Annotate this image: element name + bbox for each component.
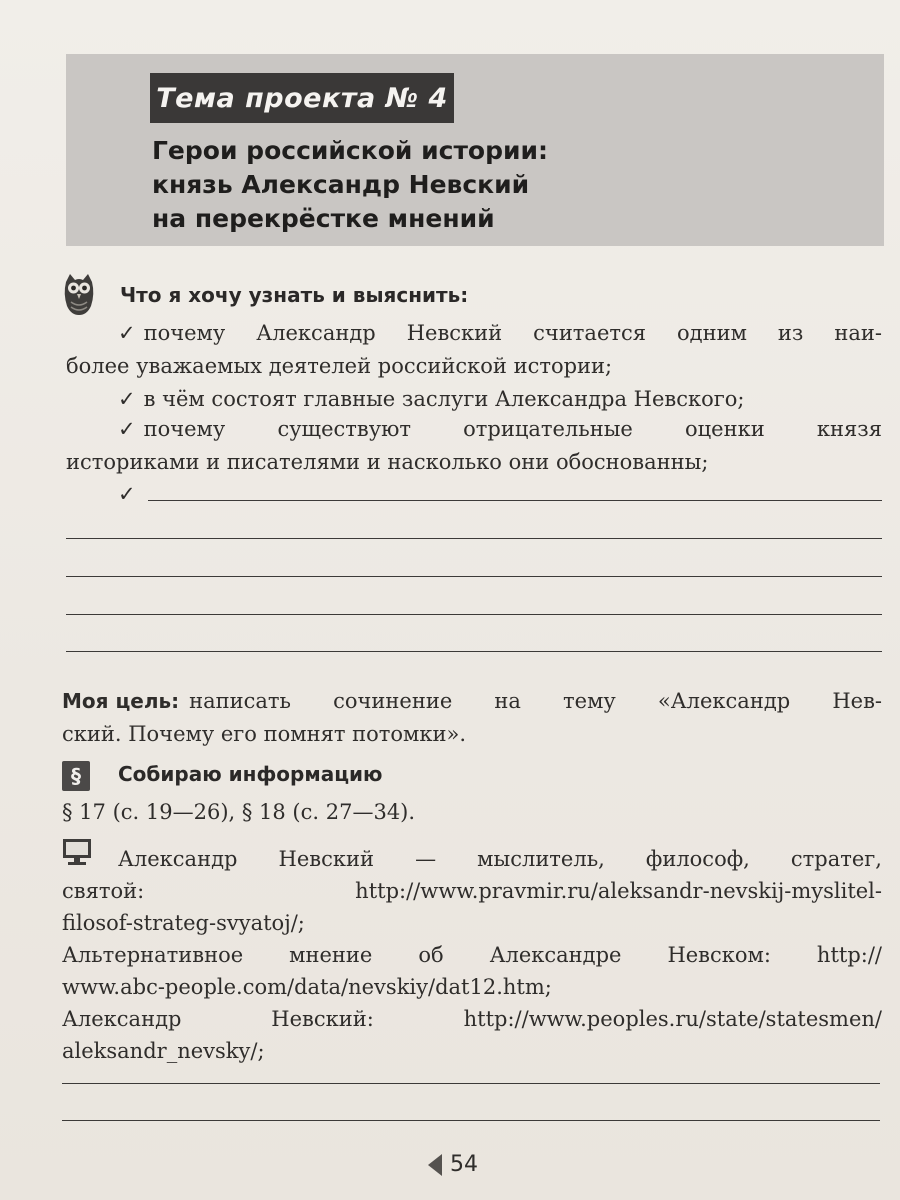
project-title (152, 134, 852, 236)
page-arrow-icon (428, 1154, 442, 1176)
learn-item-text: почему существуют отрицательные оценки князя (143, 417, 882, 441)
learn-item (66, 317, 882, 383)
paragraph-section-icon: § (62, 761, 90, 791)
checkmark-icon: ✓ (118, 417, 136, 441)
checkmark-icon: ✓ (118, 482, 136, 506)
resource-line[interactable]: filosof-strateg-svyatoj/; (62, 911, 305, 935)
textbook-references: § 17 (с. 19—26), § 18 (с. 27—34). (62, 800, 416, 824)
answer-line[interactable] (62, 1120, 880, 1121)
learn-item-line (66, 383, 882, 416)
answer-line[interactable] (148, 500, 882, 501)
learn-item-line: историками и писателями и насколько они обоснованны; (66, 450, 709, 474)
goal-label: Моя цель: (62, 689, 180, 713)
project-title-line: на перекрёстке мнений (152, 204, 495, 233)
resource-line[interactable]: Александр Невский: http://www.peoples.ru/state/statesmen/ (62, 1007, 882, 1031)
learn-item-line: более уважаемых деятелей российской истории; (66, 354, 613, 378)
goal-block (62, 685, 882, 751)
answer-line[interactable] (62, 1083, 880, 1084)
resource-line[interactable]: святой: http://www.pravmir.ru/aleksandr-nevskij-myslitel- (62, 879, 882, 903)
checkmark-icon: ✓ (118, 321, 136, 345)
resource-line[interactable]: aleksandr_nevsky/; (62, 1039, 265, 1063)
goal-text: ский. Почему его помнят потомки». (62, 722, 467, 746)
collect-heading: Собираю информацию (118, 762, 383, 786)
checkmark-icon: ✓ (118, 387, 136, 411)
resource-line[interactable]: www.abc-people.com/data/nevskiy/dat12.htm; (62, 975, 552, 999)
page-number-text: 54 (450, 1152, 478, 1177)
learn-item-text: в чём состоят главные заслуги Александра Невского; (143, 387, 745, 411)
learn-item (66, 413, 882, 479)
project-title-line: князь Александр Невский (152, 170, 530, 199)
project-topic-tag: Тема проекта № 4 (150, 73, 454, 123)
resource-line: Александр Невский — мыслитель, философ, стратег, (118, 847, 882, 871)
page-number (428, 1152, 478, 1177)
learn-item-text: почему Александр Невский считается одним из наи- (143, 321, 882, 345)
learn-item-blank (66, 478, 136, 511)
learn-item-line (66, 413, 882, 446)
answer-line[interactable] (66, 576, 882, 577)
answer-line[interactable] (66, 651, 882, 652)
internet-resources (62, 843, 882, 1067)
learn-item (66, 383, 882, 416)
learn-item-line (66, 317, 882, 350)
answer-line[interactable] (66, 538, 882, 539)
learn-heading: Что я хочу узнать и выяснить: (120, 283, 469, 307)
answer-line[interactable] (66, 614, 882, 615)
resource-line[interactable]: Альтернативное мнение об Александре Невском: http:// (62, 943, 882, 967)
goal-text: написать сочинение на тему «Александр Нев- (189, 689, 882, 713)
project-title-line: Герои российской истории: (152, 136, 549, 165)
owl-icon (62, 272, 96, 316)
